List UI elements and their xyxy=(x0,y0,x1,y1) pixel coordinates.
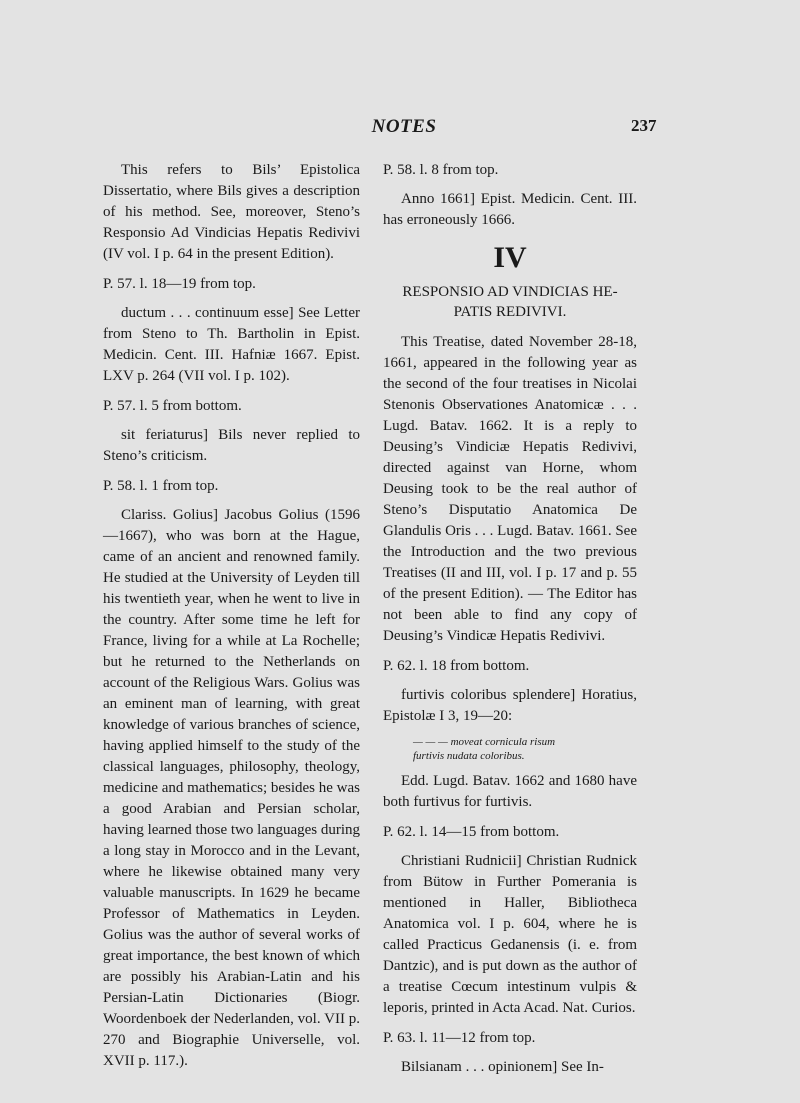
note-paragraph: furtivis coloribus splendere] Horatius, Epistolæ I 3, 19—20: xyxy=(383,687,637,724)
section-title-line: RESPONSIO AD VINDICIAS HE- xyxy=(402,284,618,300)
verse-line: — — — moveat cornicula risum xyxy=(413,736,556,748)
note-paragraph: Christiani Rudnicii] Christian Rudnick from Bütow in Further Pomerania is mentioned in Haller, Bibliotheca Anatomica vol. I p. 604, where he is called Practicus Gedanensis (i. e. from Dantzic), and is put down as the author of a treatise Cœcum intestinum vulpis & leporis, printed in Acta Acad. Nat. Curios. xyxy=(383,853,637,1016)
note-paragraph: sit feriaturus] Bils never replied to Steno’s criticism. xyxy=(103,427,360,464)
page-number: 237 xyxy=(631,116,657,135)
verse-line: furtivis nudata coloribus. xyxy=(413,750,525,762)
section-numeral: IV xyxy=(493,241,527,274)
note-reference: P. 57. l. 18—19 from top. xyxy=(103,276,256,292)
note-paragraph: This refers to Bils’ Epistolica Dissertatio, where Bils gives a description of his method. See, moreover, Steno’s Responsio Ad Vindicias Hepatis Redivivi (IV vol. I p. 64 in the present Edition). xyxy=(103,162,360,262)
running-head xyxy=(0,116,800,144)
left-column xyxy=(103,160,360,1081)
note-reference: P. 63. l. 11—12 from top. xyxy=(383,1030,536,1046)
note-reference: P. 62. l. 18 from bottom. xyxy=(383,658,530,674)
note-paragraph: Anno 1661] Epist. Medicin. Cent. III. has erroneously 1666. xyxy=(383,191,637,228)
section-title xyxy=(383,282,637,322)
note-paragraph: Bilsianam . . . opinionem] See In- xyxy=(401,1059,604,1075)
note-paragraph: Edd. Lugd. Batav. 1662 and 1680 have both furtivus for furtivis. xyxy=(383,773,637,810)
note-paragraph: ductum . . . continuum esse] See Letter from Steno to Th. Bartholin in Epist. Medicin. Cent. III. Hafniæ 1667. Epist. LXV p. 264 (VII vol. I p. 102). xyxy=(103,305,360,384)
note-paragraph: Clariss. Golius] Jacobus Golius (1596—1667), who was born at the Hague, came of an ancient and renowned family. He studied at the University of Leyden till his twentieth year, when he went to live in the country. After some time he left for France, living for a while at La Rochelle; but he returned to the Netherlands on account of the Religious Wars. Golius was an eminent man of learning, with great knowledge of various branches of science, having applied himself to the study of the classical languages, philosophy, theology, medicine and mathematics; besides he was a good Arabian and Persian scholar, having learned those two languages during a long stay in Morocco and in the Levant, where he likewise obtained many very valuable manuscripts. In 1629 he became Professor of Mathematics in Leyden. Golius was the author of several works of great importance, the best known of which are possibly his Arabian-Latin and his Persian-Latin Dictionaries (Biogr. Woordenboek der Nederlanden, vol. VII p. 270 and Biographie Universelle, vol. XVII p. 117.). xyxy=(103,507,361,1069)
note-reference: P. 57. l. 5 from bottom. xyxy=(103,398,242,414)
note-reference: P. 58. l. 8 from top. xyxy=(383,162,499,178)
section-title-line: PATIS REDIVIVI. xyxy=(453,304,567,320)
note-reference: P. 58. l. 1 from top. xyxy=(103,478,219,494)
note-paragraph: This Treatise, dated November 28-18, 1661, appeared in the following year as the second of the four treatises in Nicolai Stenonis Observationes Anatomicæ . . . Lugd. Batav. 1662. It is a reply to Deusing’s Vindiciæ Hepatis Redivivi, directed against van Horne, whom Deusing took to be the real author of Steno’s Disputatio Anatomica De Glandulis Oris . . . Lugd. Batav. 1661. See the Introduction and the two previous Treatises (II and III, vol. I p. 17 and p. 55 of the present Edition). — The Editor has not been able to find any copy of Deusing’s Vindicæ Hepatis Redivivi. xyxy=(383,334,637,644)
right-column xyxy=(383,160,637,1087)
verse-quotation xyxy=(383,735,637,763)
page-title: NOTES xyxy=(371,116,437,137)
note-reference: P. 62. l. 14—15 from bottom. xyxy=(383,824,560,840)
